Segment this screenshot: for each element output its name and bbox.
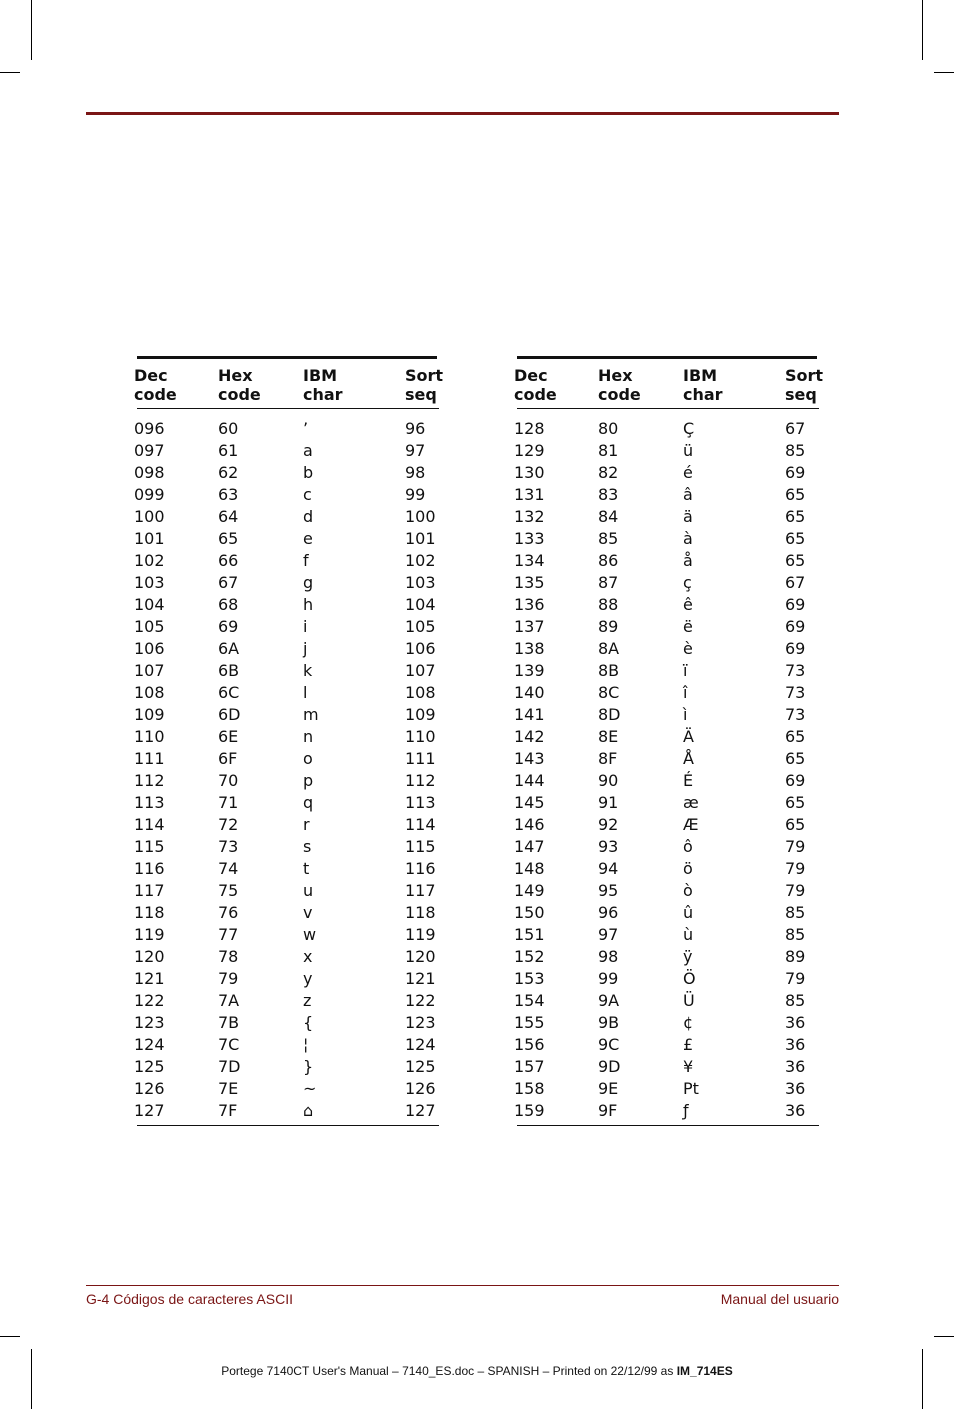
- hex-cell: 7C: [218, 1035, 240, 1054]
- dec-cell: 121: [134, 969, 165, 988]
- char-cell: ô: [683, 837, 693, 856]
- sort-cell: 69: [785, 595, 806, 614]
- hex-cell: 9E: [598, 1079, 619, 1098]
- dec-cell: 112: [134, 771, 165, 790]
- dec-cell: 122: [134, 991, 165, 1010]
- dec-cell: 123: [134, 1013, 165, 1032]
- hex-cell: 83: [598, 485, 619, 504]
- dec-cell: 142: [514, 727, 545, 746]
- sort-cell: 121: [405, 969, 436, 988]
- char-cell: r: [303, 815, 310, 834]
- char-cell: b: [303, 463, 314, 482]
- char-cell: n: [303, 727, 314, 746]
- dec-cell: 150: [514, 903, 545, 922]
- sort-cell: 73: [785, 661, 806, 680]
- hex-cell: 78: [218, 947, 239, 966]
- char-cell: m: [303, 705, 319, 724]
- char-cell: Ä: [683, 727, 694, 746]
- hex-cell: 60: [218, 419, 239, 438]
- hex-cell: 61: [218, 441, 239, 460]
- hex-cell: 8B: [598, 661, 620, 680]
- char-cell: ë: [683, 617, 693, 636]
- dec-cell: 148: [514, 859, 545, 878]
- sort-cell: 96: [405, 419, 426, 438]
- column-header-hex: Hex code: [598, 366, 641, 404]
- table-header-rule: [517, 408, 819, 409]
- dec-cell: 138: [514, 639, 545, 658]
- hex-cell: 7B: [218, 1013, 240, 1032]
- sort-cell: 99: [405, 485, 426, 504]
- table-top-rule: [137, 356, 437, 359]
- hex-cell: 95: [598, 881, 619, 900]
- char-cell: ö: [683, 859, 693, 878]
- char-cell: l: [303, 683, 308, 702]
- dec-cell: 106: [134, 639, 165, 658]
- sort-cell: 108: [405, 683, 436, 702]
- sort-cell: 65: [785, 507, 806, 526]
- dec-cell: 096: [134, 419, 165, 438]
- hex-cell: 94: [598, 859, 619, 878]
- sort-cell: 67: [785, 573, 806, 592]
- dec-cell: 144: [514, 771, 545, 790]
- char-cell: ç: [683, 573, 692, 592]
- sort-cell: 65: [785, 485, 806, 504]
- char-cell: o: [303, 749, 313, 768]
- hex-cell: 7E: [218, 1079, 239, 1098]
- dec-cell: 143: [514, 749, 545, 768]
- column-header-dec: Dec code: [134, 366, 177, 404]
- hex-cell: 92: [598, 815, 619, 834]
- char-cell: æ: [683, 793, 699, 812]
- char-cell: u: [303, 881, 314, 900]
- sort-cell: 36: [785, 1013, 806, 1032]
- char-cell: Æ: [683, 815, 699, 834]
- sort-cell: 114: [405, 815, 436, 834]
- sort-cell: 112: [405, 771, 436, 790]
- hex-cell: 9F: [598, 1101, 618, 1120]
- char-cell: ⌂: [303, 1101, 314, 1120]
- dec-cell: 115: [134, 837, 165, 856]
- char-cell: ~: [303, 1079, 317, 1098]
- sort-cell: 100: [405, 507, 436, 526]
- sort-cell: 65: [785, 815, 806, 834]
- header-rule: [86, 112, 839, 115]
- hex-cell: 64: [218, 507, 239, 526]
- char-cell: ÿ: [683, 947, 693, 966]
- hex-cell: 82: [598, 463, 619, 482]
- char-cell: x: [303, 947, 313, 966]
- dec-cell: 117: [134, 881, 165, 900]
- hex-cell: 76: [218, 903, 239, 922]
- table-bottom-rule: [137, 1125, 439, 1126]
- dec-cell: 118: [134, 903, 165, 922]
- dec-cell: 110: [134, 727, 165, 746]
- hex-cell: 8C: [598, 683, 620, 702]
- sort-cell: 125: [405, 1057, 436, 1076]
- char-cell: â: [683, 485, 693, 504]
- dec-cell: 124: [134, 1035, 165, 1054]
- dec-cell: 111: [134, 749, 165, 768]
- sort-cell: 118: [405, 903, 436, 922]
- dec-cell: 147: [514, 837, 545, 856]
- char-cell: y: [303, 969, 313, 988]
- char-cell: {: [303, 1013, 314, 1032]
- sort-cell: 122: [405, 991, 436, 1010]
- sort-cell: 73: [785, 705, 806, 724]
- dec-cell: 098: [134, 463, 165, 482]
- sort-cell: 127: [405, 1101, 436, 1120]
- char-cell: j: [303, 639, 308, 658]
- dec-cell: 141: [514, 705, 545, 724]
- char-cell: c: [303, 485, 312, 504]
- dec-cell: 131: [514, 485, 545, 504]
- char-cell: p: [303, 771, 314, 790]
- sort-cell: 69: [785, 639, 806, 658]
- hex-cell: 72: [218, 815, 239, 834]
- footer-section-title: G-4 Códigos de caracteres ASCII: [86, 1291, 293, 1307]
- crop-mark: [922, 1349, 923, 1409]
- dec-cell: 127: [134, 1101, 165, 1120]
- hex-cell: 8E: [598, 727, 619, 746]
- char-cell: é: [683, 463, 693, 482]
- char-cell: e: [303, 529, 313, 548]
- hex-cell: 70: [218, 771, 239, 790]
- table-header-rule: [137, 408, 439, 409]
- hex-cell: 6C: [218, 683, 240, 702]
- char-cell: h: [303, 595, 314, 614]
- sort-cell: 89: [785, 947, 806, 966]
- hex-cell: 73: [218, 837, 239, 856]
- hex-cell: 71: [218, 793, 239, 812]
- sort-cell: 110: [405, 727, 436, 746]
- hex-cell: 6F: [218, 749, 238, 768]
- crop-mark: [31, 1349, 32, 1409]
- sort-cell: 36: [785, 1079, 806, 1098]
- hex-cell: 81: [598, 441, 619, 460]
- dec-cell: 114: [134, 815, 165, 834]
- sort-cell: 111: [405, 749, 436, 768]
- sort-cell: 109: [405, 705, 436, 724]
- char-cell: î: [683, 683, 688, 702]
- char-cell: Pt: [683, 1079, 699, 1098]
- char-cell: Ü: [683, 991, 695, 1010]
- hex-cell: 90: [598, 771, 619, 790]
- hex-cell: 79: [218, 969, 239, 988]
- hex-cell: 98: [598, 947, 619, 966]
- char-cell: ¥: [683, 1057, 694, 1076]
- column-header-hex: Hex code: [218, 366, 261, 404]
- print-info-text: Portege 7140CT User's Manual – 7140_ES.doc – SPANISH – Printed on 22/12/99 as: [221, 1364, 677, 1378]
- print-info-code: IM_714ES: [676, 1364, 733, 1378]
- hex-cell: 91: [598, 793, 619, 812]
- dec-cell: 156: [514, 1035, 545, 1054]
- dec-cell: 146: [514, 815, 545, 834]
- sort-cell: 65: [785, 749, 806, 768]
- char-cell: ì: [683, 705, 688, 724]
- crop-mark: [934, 72, 954, 73]
- dec-cell: 151: [514, 925, 545, 944]
- char-cell: z: [303, 991, 312, 1010]
- crop-mark: [31, 0, 32, 60]
- dec-cell: 128: [514, 419, 545, 438]
- dec-cell: 155: [514, 1013, 545, 1032]
- dec-cell: 158: [514, 1079, 545, 1098]
- dec-cell: 102: [134, 551, 165, 570]
- hex-cell: 85: [598, 529, 619, 548]
- sort-cell: 65: [785, 793, 806, 812]
- sort-cell: 69: [785, 463, 806, 482]
- crop-mark: [934, 1336, 954, 1337]
- sort-cell: 79: [785, 859, 806, 878]
- hex-cell: 68: [218, 595, 239, 614]
- char-cell: ï: [683, 661, 688, 680]
- hex-cell: 7D: [218, 1057, 241, 1076]
- sort-cell: 115: [405, 837, 436, 856]
- sort-cell: 79: [785, 837, 806, 856]
- char-cell: û: [683, 903, 694, 922]
- sort-cell: 124: [405, 1035, 436, 1054]
- dec-cell: 153: [514, 969, 545, 988]
- dec-cell: 104: [134, 595, 165, 614]
- char-cell: g: [303, 573, 314, 592]
- dec-cell: 099: [134, 485, 165, 504]
- sort-cell: 126: [405, 1079, 436, 1098]
- dec-cell: 125: [134, 1057, 165, 1076]
- footer-rule: [86, 1285, 839, 1286]
- dec-cell: 109: [134, 705, 165, 724]
- print-info-line: [0, 1364, 954, 1378]
- sort-cell: 123: [405, 1013, 436, 1032]
- sort-cell: 105: [405, 617, 436, 636]
- dec-cell: 137: [514, 617, 545, 636]
- sort-cell: 102: [405, 551, 436, 570]
- sort-cell: 104: [405, 595, 436, 614]
- dec-cell: 132: [514, 507, 545, 526]
- hex-cell: 67: [218, 573, 239, 592]
- char-cell: d: [303, 507, 314, 526]
- sort-cell: 98: [405, 463, 426, 482]
- footer-manual-title: Manual del usuario: [720, 1291, 839, 1307]
- hex-cell: 8D: [598, 705, 621, 724]
- column-header-ibm: IBM char: [303, 366, 343, 404]
- table-bottom-rule: [517, 1125, 819, 1126]
- hex-cell: 8A: [598, 639, 620, 658]
- hex-cell: 88: [598, 595, 619, 614]
- sort-cell: 79: [785, 881, 806, 900]
- column-header-sort: Sort seq: [405, 366, 444, 404]
- hex-cell: 6B: [218, 661, 240, 680]
- sort-cell: 85: [785, 441, 806, 460]
- column-header-sort: Sort seq: [785, 366, 824, 404]
- hex-cell: 77: [218, 925, 239, 944]
- dec-cell: 157: [514, 1057, 545, 1076]
- dec-cell: 108: [134, 683, 165, 702]
- hex-cell: 99: [598, 969, 619, 988]
- char-cell: ü: [683, 441, 694, 460]
- dec-cell: 136: [514, 595, 545, 614]
- char-cell: ê: [683, 595, 693, 614]
- hex-cell: 7F: [218, 1101, 238, 1120]
- dec-cell: 100: [134, 507, 165, 526]
- dec-cell: 159: [514, 1101, 545, 1120]
- hex-cell: 89: [598, 617, 619, 636]
- dec-cell: 120: [134, 947, 165, 966]
- char-cell: ù: [683, 925, 694, 944]
- dec-cell: 140: [514, 683, 545, 702]
- dec-cell: 130: [514, 463, 545, 482]
- char-cell: i: [303, 617, 308, 636]
- char-cell: Å: [683, 749, 694, 768]
- dec-cell: 105: [134, 617, 165, 636]
- char-cell: ¢: [683, 1013, 694, 1032]
- char-cell: Ç: [683, 419, 695, 438]
- crop-mark: [0, 72, 20, 73]
- hex-cell: 97: [598, 925, 619, 944]
- char-cell: à: [683, 529, 693, 548]
- sort-cell: 113: [405, 793, 436, 812]
- hex-cell: 74: [218, 859, 239, 878]
- hex-cell: 9C: [598, 1035, 620, 1054]
- hex-cell: 66: [218, 551, 239, 570]
- char-cell: £: [683, 1035, 694, 1054]
- sort-cell: 106: [405, 639, 436, 658]
- dec-cell: 097: [134, 441, 165, 460]
- hex-cell: 8F: [598, 749, 618, 768]
- sort-cell: 79: [785, 969, 806, 988]
- char-cell: ƒ: [683, 1101, 689, 1120]
- sort-cell: 65: [785, 727, 806, 746]
- dec-cell: 152: [514, 947, 545, 966]
- dec-cell: 129: [514, 441, 545, 460]
- char-cell: }: [303, 1057, 314, 1076]
- sort-cell: 69: [785, 771, 806, 790]
- hex-cell: 69: [218, 617, 239, 636]
- sort-cell: 120: [405, 947, 436, 966]
- sort-cell: 65: [785, 529, 806, 548]
- char-cell: Ö: [683, 969, 696, 988]
- column-header-ibm: IBM char: [683, 366, 723, 404]
- dec-cell: 135: [514, 573, 545, 592]
- hex-cell: 87: [598, 573, 619, 592]
- hex-cell: 63: [218, 485, 239, 504]
- hex-cell: 6D: [218, 705, 241, 724]
- char-cell: w: [303, 925, 317, 944]
- sort-cell: 107: [405, 661, 436, 680]
- char-cell: a: [303, 441, 313, 460]
- char-cell: k: [303, 661, 313, 680]
- char-cell: è: [683, 639, 693, 658]
- char-cell: ¦: [303, 1035, 309, 1054]
- char-cell: s: [303, 837, 312, 856]
- char-cell: å: [683, 551, 693, 570]
- column-header-dec: Dec code: [514, 366, 557, 404]
- dec-cell: 133: [514, 529, 545, 548]
- dec-cell: 149: [514, 881, 545, 900]
- dec-cell: 113: [134, 793, 165, 812]
- sort-cell: 85: [785, 903, 806, 922]
- sort-cell: 73: [785, 683, 806, 702]
- sort-cell: 36: [785, 1101, 806, 1120]
- dec-cell: 145: [514, 793, 545, 812]
- hex-cell: 6E: [218, 727, 239, 746]
- dec-cell: 107: [134, 661, 165, 680]
- sort-cell: 69: [785, 617, 806, 636]
- char-cell: ’: [303, 419, 309, 438]
- dec-cell: 139: [514, 661, 545, 680]
- hex-cell: 65: [218, 529, 239, 548]
- table-top-rule: [517, 356, 817, 359]
- sort-cell: 119: [405, 925, 436, 944]
- char-cell: É: [683, 771, 694, 790]
- sort-cell: 65: [785, 551, 806, 570]
- sort-cell: 85: [785, 925, 806, 944]
- sort-cell: 116: [405, 859, 436, 878]
- sort-cell: 117: [405, 881, 436, 900]
- dec-cell: 101: [134, 529, 165, 548]
- sort-cell: 97: [405, 441, 426, 460]
- sort-cell: 67: [785, 419, 806, 438]
- dec-cell: 126: [134, 1079, 165, 1098]
- sort-cell: 101: [405, 529, 436, 548]
- sort-cell: 36: [785, 1035, 806, 1054]
- crop-mark: [922, 0, 923, 60]
- sort-cell: 85: [785, 991, 806, 1010]
- hex-cell: 9D: [598, 1057, 621, 1076]
- sort-cell: 103: [405, 573, 436, 592]
- hex-cell: 7A: [218, 991, 240, 1010]
- char-cell: t: [303, 859, 310, 878]
- hex-cell: 62: [218, 463, 239, 482]
- char-cell: ò: [683, 881, 693, 900]
- hex-cell: 75: [218, 881, 239, 900]
- char-cell: v: [303, 903, 313, 922]
- hex-cell: 9B: [598, 1013, 620, 1032]
- hex-cell: 9A: [598, 991, 620, 1010]
- char-cell: f: [303, 551, 309, 570]
- crop-mark: [0, 1336, 20, 1337]
- hex-cell: 96: [598, 903, 619, 922]
- char-cell: q: [303, 793, 314, 812]
- dec-cell: 134: [514, 551, 545, 570]
- dec-cell: 119: [134, 925, 165, 944]
- sort-cell: 36: [785, 1057, 806, 1076]
- char-cell: ä: [683, 507, 693, 526]
- dec-cell: 116: [134, 859, 165, 878]
- hex-cell: 84: [598, 507, 619, 526]
- dec-cell: 103: [134, 573, 165, 592]
- dec-cell: 154: [514, 991, 545, 1010]
- hex-cell: 93: [598, 837, 619, 856]
- hex-cell: 6A: [218, 639, 240, 658]
- hex-cell: 86: [598, 551, 619, 570]
- hex-cell: 80: [598, 419, 619, 438]
